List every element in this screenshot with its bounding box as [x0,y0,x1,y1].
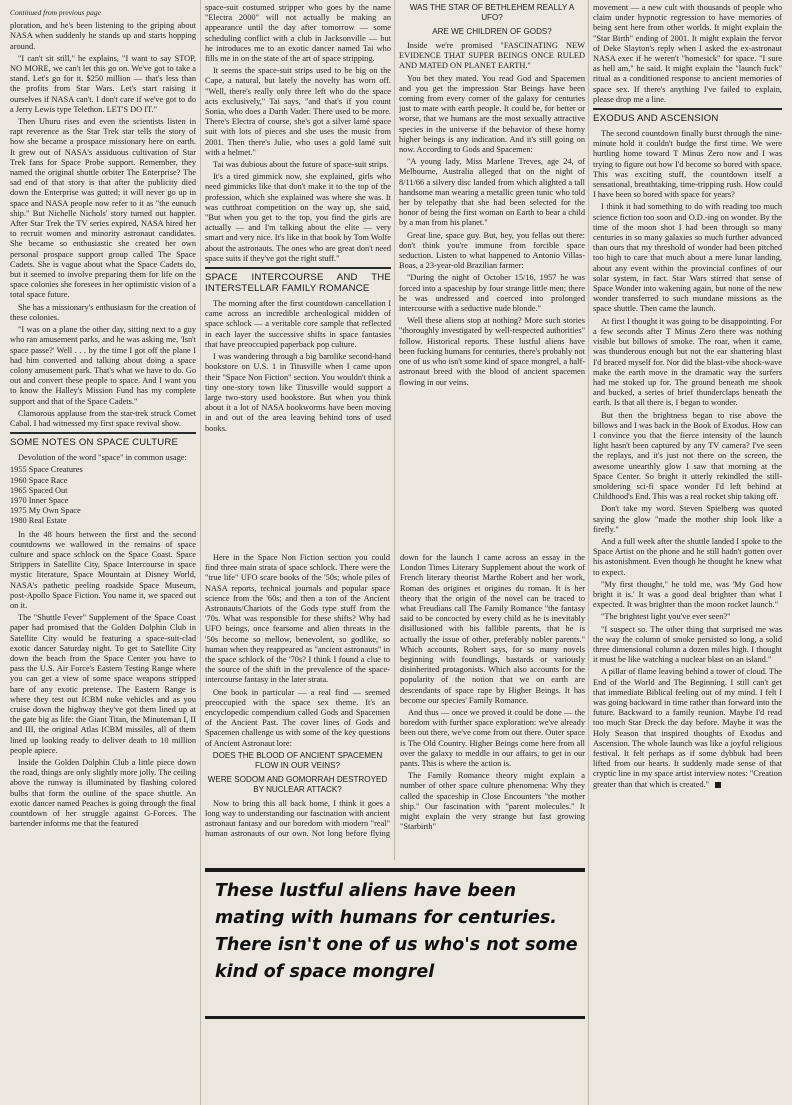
cover-line: WAS THE STAR OF BETHLEHEM REALLY A UFO? [409,3,575,22]
paragraph: Devolution of the word "space" in common usage: [18,453,187,463]
pull-quote: These lustful aliens have been mating with humans for centuries. There isn't one of us who's not some kind of space mongrel [215,881,578,982]
section-rule [10,432,196,434]
paragraph: In the 48 hours between the first and the second countdowns we wallowed in the remains of space culture and space schlock on the Space Coast. Space Strippers in Satellite City, Space Intercourse in space mystic literature, Space Mountain at Disney World, NASA's pathetic peeling roadside Space Museum, post-Apollo Space Fiction. You name it, we spaced out on it. [10,529,196,610]
column-rule [200,0,201,1105]
margin-strip [0,900,8,1100]
end-mark-icon [715,782,721,788]
paragraph: It seems the space-suit strips used to be big on the Cape, a natural, but lately the novelty has worn off. "Well, there's really only three left who do the space acts exclusively," Tai says, "and that's if you count Sonia, who does a Darth Vader. There used to be more. There's Electra of course, she's got a silver lamé space suit with lots of pieces and she uses the music from 2001. Then there's Julie, who uses a gold lamé suit with a helmet." [205,66,391,157]
cover-line: DOES THE BLOOD OF ANCIENT SPACEMEN FLOW IN OUR VEINS? [212,750,383,770]
paragraph: Clamorous applause from the star-trek struck Comet Cabal. I had witnessed my first space revival show. [10,408,196,428]
list-item: 1960 Space Race [10,475,68,485]
paragraph: Inside the Golden Dolphin Club a little piece down the road, things are only slightly more jolly. The ceiling above the runway is illuminated by flashing colored bulbs that form the outline of the space shuttle. An exotic dancer named Peaches is going through the final countdown of her struggle against G-Forces. The bartender informs me that the featured [10,758,196,829]
paragraph: And thus — once we proved it could be done — the boredom with further space exploration: we've already been out there, we've come from out there. Outer space is The Old Country. Higher Beings come here from all over the galaxy to meddle in our affairs, to get in our pants. This is where the action is. [400,708,585,769]
paragraph: ploration, and he's been listening to the griping about NASA when suddenly he stands up and starts hopping around. [10,21,196,51]
section-heading: SOME NOTES ON SPACE CULTURE [10,437,179,449]
column-3 [399,3,585,548]
section-heading: EXODUS AND ASCENSION [593,113,719,125]
list-item: 1970 Inner Space [10,495,69,505]
paragraph: At first I thought it was going to be disappointing. For a few seconds after T Minus Zero there was nothing visible but billows of smoke. The roar, when it came, was thunderous enough but not the ear shattering blast I'd braced myself for. Nor did the blast-vibe shock-wave make the earth move in the dramatic way the surfers had me stoked up for. The ground beneath me shook and bucked, a series of brief thunderclaps beneath the earth. Is that all there is, I began to wonder. [593,316,782,408]
paragraph: The second countdown finally burst through the nine-minute hold it couldn't budge the first time. We were hurtling home toward T Minus Zero now and I was trying to figure out how I'd become so bored with space. This was exciting stuff, the countdown itself a sensational, breathtaking, time-tripping rush. How could I have been so bored with space for years? [593,129,782,200]
column-rule [588,0,589,1105]
paragraph: "A young lady, Miss Marlene Treves, age 24, of Melbourne, Australia alleged that on the night of 8/11/66 a silvery disc landed from which alighted a tall handsome man wearing a metallic green tunic who told her by telepathy that she had been selected for the honor of being the first woman on Earth to bear a child by a man from his planet." [399,157,585,228]
pullquote-rule [205,868,585,872]
section-rule [593,108,782,110]
paragraph: "I can't sit still," he explains, "I want to say STOP, NO MORE, we can't let this go on. We've got to take a stand. Let's go for it. $250 million — that's less than the profits from Star Wars. Let's start raising it ourselves if NASA can't. I don't care if we've got to do a Jerry Lewis type Telethon. LET'S DO IT." [10,53,196,114]
paragraph: "During the night of October 15/16, 1957 he was forced into a spaceship by four strange little men; there he was undressed and coerced into prolonged intercourse with a seductive nude blonde." [399,273,585,314]
list-item: 1965 Spaced Out [10,485,68,495]
paragraph: "I was on a plane the other day, sitting next to a guy who ran amusement parks, and he was asking me, 'Isn't space passe?' Well . . . by the time I got off the plane I had him converted and talking about doing a space colony amusement park. That's what we have to do. Go out and convert these people to space. And I want you to know the Halley's Mission Fund has my complete support and that of the Space Cadets." [10,325,196,406]
continued-label: Continued from previous page [10,8,101,17]
devolution-list [10,465,196,526]
paragraph-text: A pillar of flame leaving behind a tower of cloud. The End of the World and The Beginning. I still can't get that immediate Biblical feeling out of my mind. I felt I was going backward in time rather than forward into the future. Backward to a family reunion. Maybe I'd read too much Star Dreck the day before. Maybe it was the Holy Season that inspired thoughts of Exodus and Ascension. The whole launch was like a joyful religious festival. It felt perhaps as if some dybbuk had been lifted from our hearts. It suddenly made sense of that cryptic line in my space artist interview notes: "Creation greater than that which is created." [593,667,782,789]
paragraph: The morning after the first countdown cancellation I came across an incredible archeological midden of space schlock — a veritable core sample that reflected in each layer the successive shifts in space fantasies that have preoccupied paperback pop culture. [205,299,391,349]
cover-line: WERE SODOM AND GOMORRAH DESTROYED BY NUCLEAR ATTACK? [207,774,388,794]
cover-line: ARE WE CHILDREN OF GODS? [432,27,552,36]
paragraph: It's a tired gimmick now, she explained, girls who need gimmicks like that don't make it to the top of the profession, which she explained was where she was. It was cutthroat competition on the way up, she said, "But when you get to the top, you find the girls are actually — and I'm talking about the elite — very smart and very nice. It's like in that book by Tom Wolfe about the astronauts. The ones who are great don't need space suits if they've got the right stuff." [205,172,391,263]
paragraph: Great line, space guy. But, hey, you fellas out there: don't think you're immune from forcible space seduction. Listen to what happened to Antonio Villas-Boas, a 23-year-old Brazilian farmer: [399,230,585,271]
paragraph: Here in the Space Non Fiction section you could find three main strata of space schlock. There were the "true life" UFO scare books of the '50s; whole piles of NASA reports, technical journals and popular space science from the '60s; and then a ton of the Ancient Astronauts/Chariots of the Gods type stuff from the '70s. What was responsible for these shifts? Why had UFO beings, once fearsome and alien threats in the '50s become so mellow, benevolent, so godlike, so human when they reappeared as "ancient astronauts" in the space schlock of the '70s? I think I found a clue to the source of the shift in the prevalence of the space-intercourse fantasy in the later strata. [205,553,390,685]
column-1 [10,8,196,1098]
list-item: 1955 Space Creatures [10,465,83,475]
paragraph: "The brightest light you've ever seen?" [601,612,731,622]
list-item: 1975 My Own Space [10,506,81,516]
paragraph: You bet they mated. You read God and Spacemen and you get the impression Star Beings have been coming from every corner of the galaxy for centuries just to mate with earth people. It could be, for better or worse, that we humans are the most sexually attractive species in the universe if the behavior of these horny higher beings is any indication. And it's still going on now. According to Gods and Spacemen: [399,73,585,155]
paragraph: I think it had something to do with reading too much science fiction too soon and O.D.-ing on wonder. By the time of the moon shot I had been through so many centuries in so many galaxies so much further advanced than ours that my threshold of wonder had been pitched too high to care that much about a mere lunar landing, about any event within the provincial confines of our solar system, in fact. Star Wars stirred that sense of Space Wonder into wakening again, but none of the new wonder transferred to such mundane missions as the space shuttle. Then came the launch. [593,202,782,314]
paragraph: Don't take my word. Steven Spielberg was quoted saying the glow "made the mother ship look like a firefly." [593,504,782,534]
list-item: 1980 Real Estate [10,516,67,526]
paragraph: The "Shuttle Fever" Supplement of the Space Coast paper had promised that the Golden Dolphin Club in Satellite City would be featuring a space-suit-clad exotic dancer Saturday night. To get to Satellite City down the beach from the Space Center you have to pass the U.S. Air Force's Eastern Testing Range where you can get a view of some space weapons stripped bare of any exotic pretense. The Eastern Range is where they test out ICBM nuke vehicles and as you cruise down the highway they've got them lined up at the gate big as life: the Giant Titan, the Minuteman I, II and III, the original Atlas ICBM missiles, all of them lined up looking ready to deliver death to 10 million people apiece. [10,613,196,755]
column-4 [593,3,782,1098]
paragraph: Then Uhuru rises and even the scientists listen in rapt reverence as the Star Trek star tells the story of how she became a prospace missionary here on earth. It grew out of NASA's assiduous cultivation of Star Trek fans for Space Probe support. Remember, they named the original shuttle orbiter The Enterprise? The sad end of that story is that after the publicity died down the Enterprise was gutted; it will never go up in space and NASA people now refer to it as "the eunuch ship." But Nichelle Nichols' story turned out happier. After Star Trek the TV series expired, NASA hired her to recruit women and minority astronaut candidates. She became so enthusiastic she created her own personal prospace support group called The Space Cadets. She is vague about what the Space Cadets do, but it seemed to involve preparing them for life on the space colonies she foresees in her optimistic vision of a total space future. [10,117,196,300]
two-column-flow [205,553,585,865]
paragraph: One book in particular — a real find — seemed preoccupied with the space sex theme. It's an encyclopedic compendium called Gods and Spacemen of the Ancient Past. The cover lines of Gods and Spacemen challenge us with some of the key questions of Ancient Astronaut lore: [205,687,390,748]
section-rule [205,267,391,269]
paragraph: The Family Romance theory might explain a number of other space culture phenomena: Why they called the spaceship in Close Encounters "the mother ship." Our fascination with "parent molecules." It might explain the very strange but fast growing "Starbirth" [400,771,585,832]
lower-columns [205,553,585,865]
paragraph [593,667,782,789]
paragraph: Inside we're promised "FASCINATING NEW EVIDENCE THAT SUPER BEINGS ONCE RULED AND MATED ON PLANET EARTH." [399,41,585,71]
paragraph: But then the brightness began to rise above the billows and I was back in the Book of Exodus. How can I convince you that the fierce intensity of the launch light hasn't been captured by any TV camera? I've seen the replays, and it's just not there on the screen, the awesome unearthly glow I saw that morning at the Space Center. So bright it utterly rekindled the still-smoldering sci-fi space wonder I'd left behind at Childhood's End. This was a real rocket ship taking off. [593,410,782,502]
paragraph: "My first thought," he told me, was 'My God how bright it is.' It was a good deal brighter than what I expected. It was brighter than the moon rocket launch." [593,579,782,610]
paragraph: And a full week after the shuttle landed I spoke to the Space Artist on the phone and he still hadn't gotten over his astonishment. Even though he thought he knew what to expect. [593,536,782,577]
paragraph: space-suit costumed stripper who goes by the name "Electra 2000" will not actually be making an appearance until the day after tomorrow — some scheduling conflict with a club in Jacksonville — but he introduces me to an exotic dancer named Tai who fills me in on the state of the art of space stripping. [205,3,391,64]
section-heading: SPACE INTERCOURSE AND THE INTERSTELLAR FAMILY ROMANCE [205,272,391,295]
paragraph: She has a missionary's enthusiasm for the creation of these colonies. [10,302,196,322]
paragraph: I was wandering through a big barnlike second-hand bookstore on U.S. 1 in Titusville when I came upon their "Space Non Fiction" section. You wouldn't think a tiny one-story town like Titusville would support a large two-story used bookstore. But when you think about it a lot of NASA bookworms have been moving in and out of the area leaving behind tons of used books. [205,352,391,433]
paragraph: Well these aliens stop at nothing? More such stories "thoroughly investigated by well-respected authorities" follow. Historical reports. These lustful aliens have been fucking humans for centuries, there's probably not one of us who isn't some kind of space mongrel, a half-astronaut breed with the blood of ancient spacemen flowing in our veins. [399,316,585,387]
column-2 [205,3,391,548]
pullquote-rule [205,1016,585,1019]
paragraph: "I suspect so. The other thing that surprised me was the way the column of smoke persisted so long, a solid three dimensional column a dozen miles high. I thought it must be like watching a nuclear blast on an island." [593,624,782,665]
paragraph: Now to bring this all back home, I think it goes a long way to understanding our fascination with ancient astronaut fantasy and our boredom with modern "real" human astronauts of our own. Not long before flying down for the launch I came across an essay in the London Times Literary Supplement about the work of French literary theorist Marthe Robert and her work, Roman des origines et origines du roman. It is her theory that the origin of the novel can be traced to what Freudians call The Family Romance "the fantasy said to be concocted by every child as he is inevitably disillusioned with his fallible parents, that he is actually the issue of other, preferably nobler parents." Which accounts, Robert says, for so many novels beginning with foundlings, bastards or variously disinherited protagonists. Which also accounts for the popularity of the notion that we on earth are descendants of space rape by Higher Beings. It has become our species' Family Romance. [205,553,585,839]
paragraph: movement — a new cult with thousands of people who claim under hypnotic regression to have memories of being sent here from other worlds. It might explain the "Star Birth" ending of 2001. It might explain the fervor of Deke Slayton's reply when I asked the ex-astronaut NASA exec if he weren't "homesick" for space. "I sure as hell am," he said. It might explain the "launch fuck" ritual as a conditioned response to ancient memories of space sex. If there's anything I've failed to explain, please drop me a line. [593,3,782,104]
paragraph: Tai was dubious about the future of space-suit strips. [213,160,389,170]
